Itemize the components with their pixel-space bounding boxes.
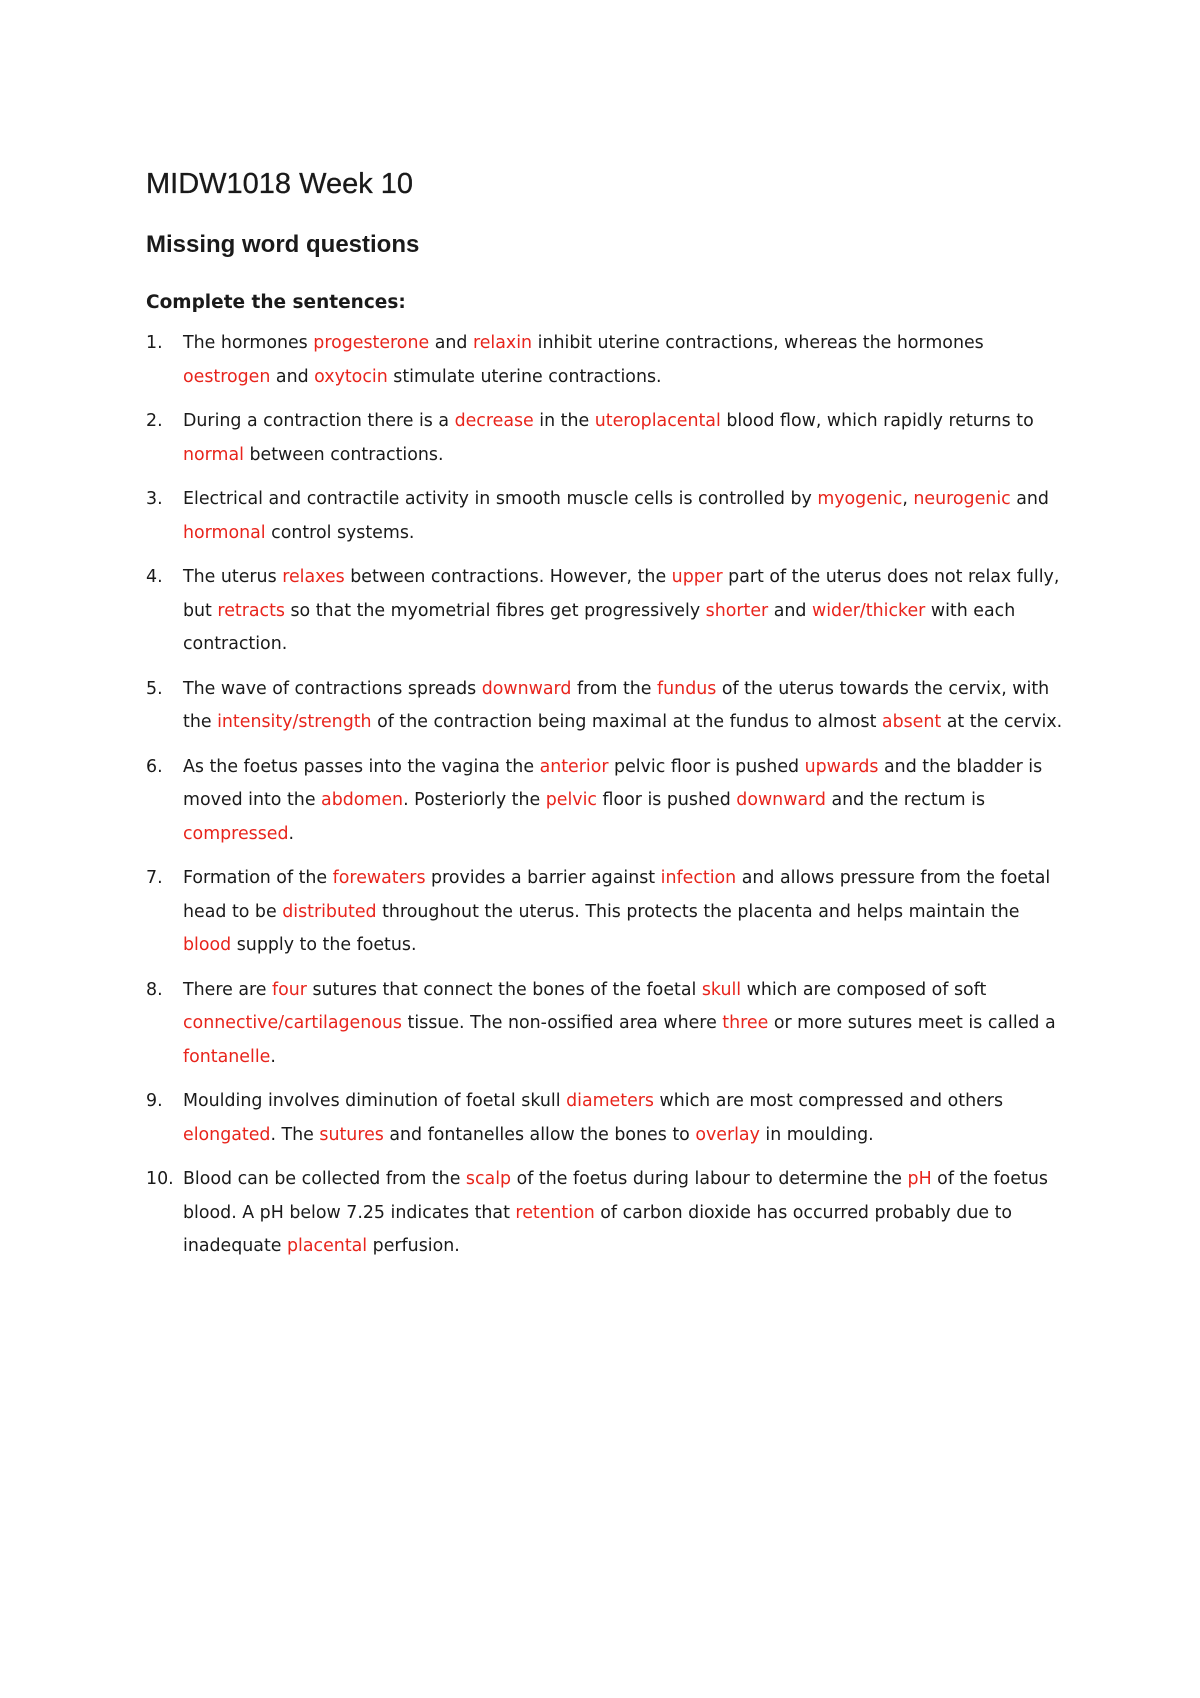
sentence-text: Moulding involves diminution of foetal skull (183, 1091, 567, 1111)
sentence-text: of the contraction being maximal at the fundus to almost (371, 712, 882, 732)
answer-word: pH (907, 1169, 932, 1189)
answer-word: retention (515, 1202, 595, 1223)
answer-word: progesterone (313, 333, 430, 353)
sentence-text: part of the uterus does not relax fully, but (183, 567, 1060, 621)
sentence-text: During a contraction there is a (183, 411, 455, 431)
sentence-text: of the foetus during labour to determine the (511, 1169, 908, 1189)
answer-word: fontanelle (183, 1046, 271, 1067)
answer-word: forewaters (332, 868, 426, 888)
sentence-text: . (270, 1046, 276, 1067)
instruction-text: Complete the sentences: (146, 292, 406, 313)
answer-word: scalp (465, 1169, 512, 1189)
question-number: 6. (146, 756, 163, 777)
question-item (146, 483, 1066, 550)
answer-word: myogenic (817, 489, 903, 509)
answer-word: placental (287, 1236, 368, 1256)
sentence-text: provides a barrier against (425, 868, 661, 888)
sentence-text: floor is pushed (597, 790, 737, 810)
sentence-text: in the (533, 411, 595, 431)
question-item (146, 327, 1066, 394)
sentence-text: so that the myometrial fibres get progressively (284, 600, 706, 621)
answer-word: oxytocin (314, 366, 388, 387)
sentence-text: and (270, 366, 315, 387)
sentence-text: Blood can be collected from the (183, 1169, 466, 1189)
answer-word: normal (183, 444, 244, 465)
sentence-text: blood flow, which rapidly returns to (720, 411, 1034, 431)
answer-word: abdomen (321, 790, 404, 810)
question-item (146, 862, 1066, 963)
sentence-text: of carbon dioxide has occurred probably due to inadequate (183, 1202, 1013, 1256)
sentence-text: stimulate uterine contractions. (387, 366, 662, 387)
sentence-text: perfusion. (367, 1236, 460, 1256)
question-number: 3. (146, 489, 163, 509)
answer-word: three (722, 1013, 769, 1033)
question-item (146, 1085, 1066, 1152)
question-number: 9. (146, 1091, 163, 1111)
sentence-text: The hormones (183, 333, 314, 353)
sentence-text: As the foetus passes into the vagina the (183, 756, 540, 777)
sentence-text: and (1010, 489, 1049, 509)
answer-word: relaxes (282, 567, 345, 587)
answer-word: upper (671, 567, 723, 587)
sentence-text: which are composed of soft (741, 979, 987, 1000)
sentence-text: or more sutures meet is called a (768, 1013, 1056, 1033)
answer-word: decrease (454, 411, 534, 431)
sentence-text: . (288, 823, 295, 844)
answer-word: downward (481, 678, 572, 699)
question-number: 2. (146, 411, 163, 431)
sentence-text: throughout the uterus. This protects the placenta and helps maintain the (376, 901, 1020, 922)
answer-word: infection (660, 868, 737, 888)
answer-word: overlay (695, 1124, 760, 1145)
answer-word: shorter (705, 600, 769, 621)
sentence-text: tissue. The non-ossified area where (402, 1013, 723, 1033)
sentence-text: There are (183, 979, 272, 1000)
answer-word: sutures (319, 1124, 384, 1145)
question-item (146, 673, 1066, 740)
sentence-text: inhibit uterine contractions, whereas the hormones (532, 333, 984, 353)
answer-word: skull (701, 979, 742, 1000)
sentence-text: and (768, 600, 812, 621)
question-item (146, 974, 1066, 1075)
sentence-text: and the rectum is (825, 790, 986, 810)
sentence-text: and allows pressure from the foetal head to be (183, 868, 1051, 922)
sentence-text: control systems. (265, 522, 415, 543)
sentence-text: of the uterus towards the cervix, with the (183, 678, 1050, 732)
answer-word: fundus (657, 678, 717, 699)
answer-word: upwards (804, 756, 879, 777)
answer-word: intensity/strength (217, 712, 372, 732)
answer-word: retracts (217, 600, 285, 621)
answer-word: blood (183, 935, 232, 955)
question-item (146, 561, 1066, 662)
question-number: 4. (146, 567, 163, 587)
sentence-text: Electrical and contractile activity in smooth muscle cells is controlled by (183, 489, 818, 509)
sentence-text: sutures that connect the bones of the foetal (306, 979, 702, 1000)
answer-word: distributed (282, 901, 377, 922)
answer-word: hormonal (183, 522, 266, 543)
answer-word: connective/cartilagenous (183, 1013, 402, 1033)
sentence-text: between contractions. However, the (344, 567, 672, 587)
sentence-text: . The (270, 1124, 320, 1145)
question-number: 1. (146, 333, 163, 353)
sentence-text: and (429, 333, 473, 353)
sentence-text: and fontanelles allow the bones to (383, 1124, 696, 1145)
question-number: 5. (146, 678, 163, 699)
sentence-text: supply to the foetus. (231, 935, 417, 955)
sentence-text: at the cervix. (941, 712, 1063, 732)
answer-word: neurogenic (913, 489, 1011, 509)
sentence-text: from the (571, 678, 658, 699)
answer-word: anterior (539, 756, 609, 777)
answer-word: uteroplacental (594, 411, 721, 431)
question-item (146, 1163, 1066, 1264)
sentence-text: of the foetus blood. A pH below 7.25 indicates that (183, 1169, 1048, 1223)
question-number: 10. (146, 1169, 174, 1189)
question-item (146, 751, 1066, 852)
sentence-text: between contractions. (243, 444, 444, 465)
sentence-text: The wave of contractions spreads (183, 678, 482, 699)
page-title: MIDW1018 Week 10 (146, 168, 414, 200)
question-list (146, 327, 1066, 1275)
answer-word: diameters (566, 1091, 654, 1111)
answer-word: pelvic (545, 790, 597, 810)
answer-word: four (272, 979, 307, 1000)
sentence-text: and the bladder is moved into the (183, 756, 1043, 810)
answer-word: wider/thicker (811, 600, 926, 621)
answer-word: oestrogen (183, 366, 271, 387)
sentence-text: with each contraction. (183, 600, 1016, 654)
answer-word: elongated (183, 1124, 271, 1145)
sentence-text: in moulding. (759, 1124, 874, 1145)
sentence-text: pelvic floor is pushed (608, 756, 805, 777)
answer-word: downward (736, 790, 826, 810)
answer-word: absent (881, 712, 942, 732)
answer-word: compressed (183, 823, 289, 844)
sentence-text: , (902, 489, 914, 509)
sentence-text: which are most compressed and others (653, 1091, 1004, 1111)
question-number: 8. (146, 979, 163, 1000)
sentence-text: Formation of the (183, 868, 333, 888)
sentence-text: The uterus (183, 567, 283, 587)
answer-word: relaxin (472, 333, 533, 353)
question-item (146, 405, 1066, 472)
question-number: 7. (146, 868, 163, 888)
section-subtitle: Missing word questions (146, 231, 420, 258)
sentence-text: . Posteriorly the (403, 790, 546, 810)
